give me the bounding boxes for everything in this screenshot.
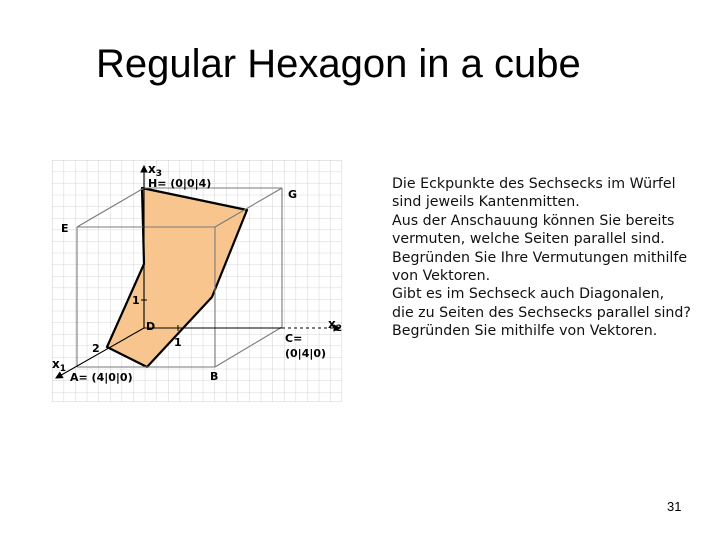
D-label: D: [146, 320, 156, 333]
A-label: A= (4|0|0): [70, 371, 133, 384]
slide-title: Regular Hexagon in a cube: [96, 42, 581, 86]
tick-1-x2: 1: [174, 336, 182, 349]
description-line: von Vektoren.: [392, 268, 491, 285]
description-line: Begründen Sie mithilfe von Vektoren.: [392, 323, 658, 340]
H-label: H= (0|0|4): [148, 177, 212, 190]
C-label: C=: [285, 332, 303, 345]
description-line: Aus der Anschauung können Sie bereits: [392, 212, 675, 229]
description-line: Gibt es im Sechseck auch Diagonalen,: [392, 286, 665, 303]
description-line: Begründen Sie Ihre Vermutungen mithilfe: [392, 249, 688, 266]
G-label: G: [288, 188, 298, 201]
description-line: Die Eckpunkte des Sechsecks im Würfel: [392, 176, 676, 192]
page-number: 31: [667, 499, 682, 514]
B-label: B: [210, 370, 219, 383]
description-line: vermuten, welche Seiten parallel sind.: [392, 231, 665, 248]
cube-diagram: [52, 160, 342, 402]
tick-2-x1: 2: [92, 342, 100, 355]
task-description: [392, 175, 692, 341]
E-label: E: [61, 222, 69, 235]
description-line: die zu Seiten des Sechsecks parallel sind?: [392, 304, 691, 321]
tick-1-x3: 1: [132, 294, 140, 307]
description-line: sind jeweils Kantenmitten.: [392, 194, 580, 211]
x1-label: $x_1$: [52, 357, 67, 374]
x3-label: $x_3$: [148, 162, 163, 179]
C-coords-label: (0|4|0): [285, 347, 327, 360]
cube-figure: [52, 160, 342, 402]
x2-label: $x_2$: [328, 317, 342, 334]
